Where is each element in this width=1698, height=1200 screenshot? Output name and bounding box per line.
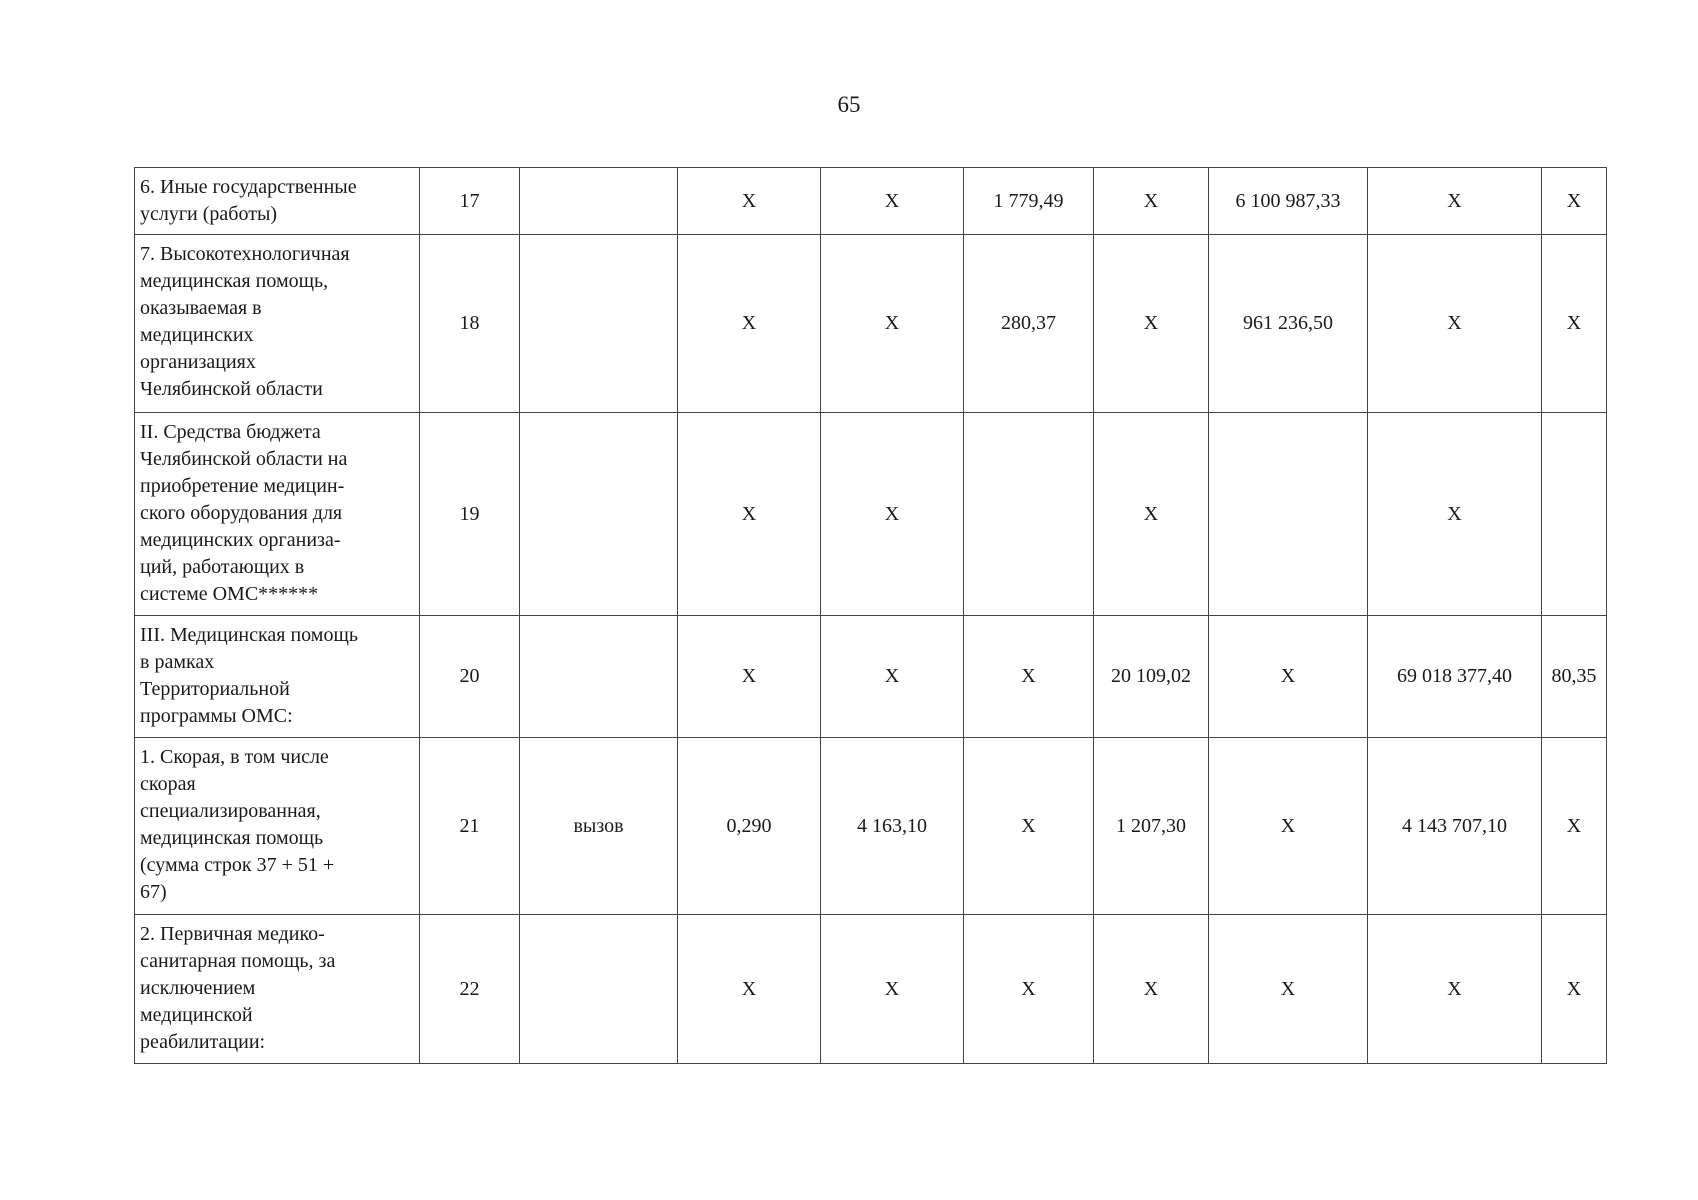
row-name-line: приобретение медицин-: [140, 475, 345, 497]
value-cell: Х: [821, 616, 964, 738]
row-name-line: медицинская помощь,: [140, 270, 329, 292]
value-cell: Х: [821, 168, 964, 235]
table-row: [135, 915, 1607, 1064]
value-cell: Х: [821, 915, 964, 1064]
value-cell: [520, 235, 678, 413]
row-name-line: ского оборудования для: [140, 502, 343, 524]
value-cell: Х: [964, 738, 1094, 915]
row-name-line: организациях: [140, 351, 256, 373]
value-cell: Х: [964, 616, 1094, 738]
value-cell: Х: [678, 413, 821, 616]
value-cell: 80,35: [1542, 616, 1607, 738]
value-cell: Х: [821, 235, 964, 413]
value-cell: 280,37: [964, 235, 1094, 413]
value-cell: [520, 168, 678, 235]
row-name-line: Территориальной: [140, 678, 290, 700]
row-number-cell: 22: [420, 915, 520, 1064]
row-name-line: Челябинской области на: [140, 448, 348, 470]
row-name-line: исключением: [140, 977, 256, 999]
row-name-line: медицинских: [140, 324, 254, 346]
value-cell: Х: [1209, 738, 1368, 915]
value-cell: [520, 413, 678, 616]
row-name-line: 1. Скорая, в том числе: [140, 746, 329, 768]
row-name-line: (сумма строк 37 + 51 +: [140, 854, 335, 876]
row-name-line: скорая: [140, 773, 196, 795]
row-name-line: услуги (работы): [140, 203, 278, 225]
value-cell: вызов: [520, 738, 678, 915]
table-row: [135, 168, 1607, 235]
row-name-cell: [135, 616, 420, 738]
value-cell: [520, 616, 678, 738]
value-cell: Х: [1542, 738, 1607, 915]
value-cell: 1 779,49: [964, 168, 1094, 235]
row-name-cell: [135, 738, 420, 915]
value-cell: Х: [678, 616, 821, 738]
table-row: [135, 616, 1607, 738]
value-cell: Х: [821, 413, 964, 616]
row-name-line: ций, работающих в: [140, 556, 305, 578]
value-cell: Х: [1368, 413, 1542, 616]
value-cell: Х: [1368, 235, 1542, 413]
value-cell: Х: [1094, 915, 1209, 1064]
row-name-line: медицинской: [140, 1004, 253, 1026]
value-cell: Х: [1542, 168, 1607, 235]
value-cell: 69 018 377,40: [1368, 616, 1542, 738]
value-cell: Х: [1094, 168, 1209, 235]
value-cell: Х: [1094, 235, 1209, 413]
row-name-line: реабилитации:: [140, 1031, 266, 1053]
value-cell: Х: [678, 915, 821, 1064]
row-name-line: II. Средства бюджета: [140, 421, 321, 443]
value-cell: Х: [1209, 915, 1368, 1064]
row-number-cell: 18: [420, 235, 520, 413]
value-cell: Х: [1542, 235, 1607, 413]
table-body: [135, 168, 1607, 1064]
row-name-cell: [135, 413, 420, 616]
row-name-line: Челябинской области: [140, 378, 323, 400]
table-row: [135, 413, 1607, 616]
table-row: [135, 235, 1607, 413]
page-number: 65: [837, 92, 861, 117]
row-number-cell: 21: [420, 738, 520, 915]
row-name-line: системе ОМС******: [140, 583, 319, 605]
row-name-cell: [135, 235, 420, 413]
value-cell: 20 109,02: [1094, 616, 1209, 738]
row-name-cell: [135, 915, 420, 1064]
value-cell: 4 143 707,10: [1368, 738, 1542, 915]
value-cell: Х: [1542, 915, 1607, 1064]
row-name-line: 2. Первичная медико-: [140, 923, 325, 945]
value-cell: [964, 413, 1094, 616]
row-number-cell: 19: [420, 413, 520, 616]
row-name-line: 7. Высокотехнологичная: [140, 243, 350, 265]
row-name-line: медицинская помощь: [140, 827, 324, 849]
row-name-line: 6. Иные государственные: [140, 176, 357, 198]
value-cell: 6 100 987,33: [1209, 168, 1368, 235]
row-name-cell: [135, 168, 420, 235]
value-cell: 4 163,10: [821, 738, 964, 915]
row-name-line: специализированная,: [140, 800, 321, 822]
value-cell: 961 236,50: [1209, 235, 1368, 413]
row-number-cell: 20: [420, 616, 520, 738]
value-cell: Х: [964, 915, 1094, 1064]
row-name-line: 67): [140, 881, 167, 903]
row-name-line: медицинских организа-: [140, 529, 341, 551]
value-cell: Х: [1094, 413, 1209, 616]
row-name-line: оказываемая в: [140, 297, 262, 319]
value-cell: [520, 915, 678, 1064]
value-cell: Х: [678, 235, 821, 413]
value-cell: Х: [1209, 616, 1368, 738]
value-cell: 1 207,30: [1094, 738, 1209, 915]
financing-table: [134, 167, 1607, 1064]
row-name-line: программы ОМС:: [140, 705, 293, 727]
value-cell: Х: [1368, 915, 1542, 1064]
row-name-line: санитарная помощь, за: [140, 950, 336, 972]
row-name-line: III. Медицинская помощь: [140, 624, 358, 646]
value-cell: Х: [1368, 168, 1542, 235]
value-cell: Х: [678, 168, 821, 235]
row-number-cell: 17: [420, 168, 520, 235]
value-cell: [1542, 413, 1607, 616]
value-cell: 0,290: [678, 738, 821, 915]
value-cell: [1209, 413, 1368, 616]
table-row: [135, 738, 1607, 915]
row-name-line: в рамках: [140, 651, 215, 673]
